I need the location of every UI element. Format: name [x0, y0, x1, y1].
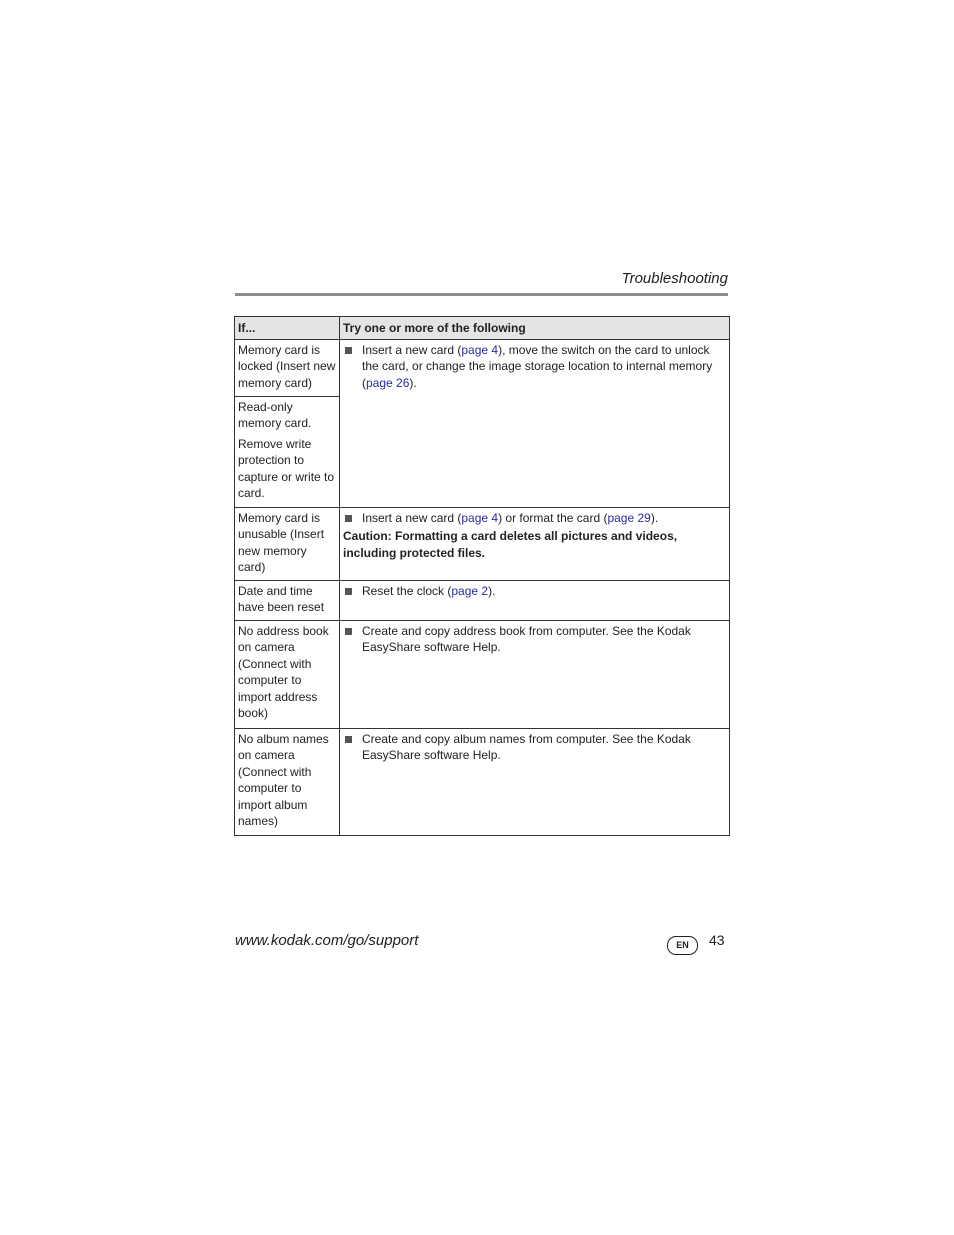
- bullet-square-icon: [345, 736, 352, 743]
- solution-cell: [340, 339, 730, 507]
- solution-bullet: Insert a new card (page 4) or format the card (page 29).: [343, 510, 726, 527]
- table-header-row: [235, 317, 730, 340]
- bullet-square-icon: [345, 628, 352, 635]
- bullet-square-icon: [345, 347, 352, 354]
- page-link[interactable]: page 4: [461, 510, 499, 525]
- solution-cell: [340, 620, 730, 728]
- solution-bullet: Create and copy album names from computer. See the Kodak EasyShare software Help.: [343, 731, 726, 764]
- troubleshooting-table: [234, 316, 730, 836]
- language-badge: EN: [667, 936, 698, 955]
- bullet-square-icon: [345, 515, 352, 522]
- condition-cell: [235, 396, 340, 507]
- support-url[interactable]: www.kodak.com/go/support: [235, 932, 419, 949]
- solution-bullet: Insert a new card (page 4), move the switch on the card to unlock the card, or change the image storage location to internal memory (page 26).: [343, 342, 726, 392]
- page-link[interactable]: page 4: [461, 342, 499, 357]
- table-row: [235, 580, 730, 620]
- page-link[interactable]: page 26: [366, 375, 410, 390]
- table-row: [235, 620, 730, 728]
- section-title: Troubleshooting: [621, 270, 728, 287]
- condition-cell: [235, 339, 340, 396]
- condition-text: Memory card is locked (Insert new memory card): [238, 342, 336, 390]
- header-rule: [235, 293, 728, 296]
- condition-cell: No album names on camera (Connect with computer to import album names): [235, 728, 340, 835]
- page-link[interactable]: page 2: [451, 583, 489, 598]
- column-header-if: If...: [235, 317, 340, 340]
- solution-cell: [340, 507, 730, 580]
- condition-cell: No address book on camera (Connect with computer to import address book): [235, 620, 340, 728]
- solution-bullet: Create and copy address book from computer. See the Kodak EasyShare software Help.: [343, 623, 726, 656]
- condition-cell: Memory card is unusable (Insert new memory card): [235, 507, 340, 580]
- condition-cell: Date and time have been reset: [235, 580, 340, 620]
- table-row: [235, 507, 730, 580]
- solution-bullet: Reset the clock (page 2).: [343, 583, 726, 600]
- table-row: [235, 339, 730, 396]
- bullet-square-icon: [345, 588, 352, 595]
- condition-text: Read-only memory card.: [238, 399, 312, 430]
- caution-note: Caution: Formatting a card deletes all pictures and videos, including protected files.: [343, 529, 678, 560]
- page-number: 43: [709, 932, 725, 948]
- table-row: [235, 728, 730, 835]
- column-header-try: Try one or more of the following: [340, 317, 730, 340]
- page-link[interactable]: page 29: [607, 510, 651, 525]
- solution-cell: [340, 728, 730, 835]
- condition-text: Remove write protection to capture or write to card.: [238, 436, 335, 500]
- solution-cell: [340, 580, 730, 620]
